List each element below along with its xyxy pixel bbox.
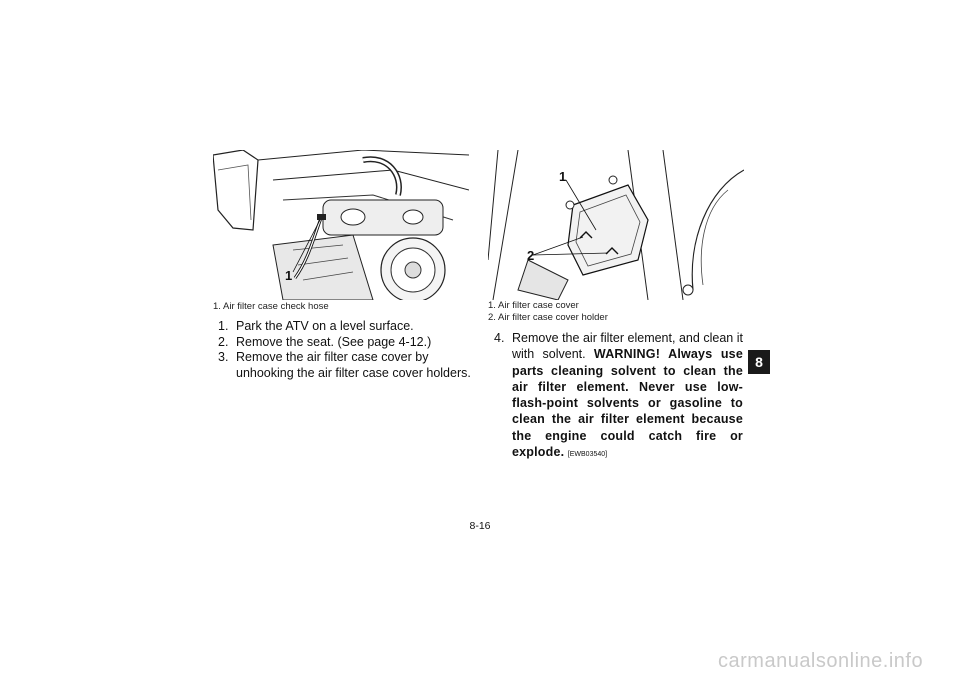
air-filter-check-hose-illustration <box>213 150 469 300</box>
air-filter-case-cover-illustration <box>488 150 744 300</box>
right-captions <box>488 300 608 324</box>
callout-1: 1 <box>559 169 567 184</box>
right-steps <box>490 330 743 463</box>
left-steps <box>214 319 474 381</box>
watermark: carmanualsonline.info <box>718 650 924 672</box>
callout-2: 2 <box>527 248 535 263</box>
section-tab: 8 <box>748 350 770 374</box>
step-3: 3. Remove the air filter case cover by unhooking the air filter case cover holders. <box>218 350 471 380</box>
left-figure <box>213 150 469 300</box>
callout-1: 1 <box>285 268 293 283</box>
warning-code: [EWB03540] <box>567 451 608 459</box>
warning-text: WARNING! Always use parts cleaning solvent to clean the air filter element. Never use low-flash-point solvents or gasoline to clean the air filter element because the engine could catch fire or explode. <box>512 347 743 460</box>
step-4: 4. Remove the air filter element, and clean it with solvent. WARNING! Always use parts cleaning solvent to clean the air filter element. Never use low-flash-point solvents or gasoline to clean the air filter element because the engine could catch fire or explode. [EWB03540] <box>494 331 743 460</box>
page-number: 8-16 <box>469 520 491 532</box>
left-caption <box>213 301 329 313</box>
step-1: 1. Park the ATV on a level surface. <box>218 319 414 333</box>
caption-check-hose: 1. Air filter case check hose <box>213 301 329 312</box>
caption-case-cover: 1. Air filter case cover <box>488 300 579 311</box>
right-figure <box>488 150 744 300</box>
step-2: 2. Remove the seat. (See page 4-12.) <box>218 334 432 349</box>
caption-case-cover-holder: 2. Air filter case cover holder <box>488 312 608 323</box>
